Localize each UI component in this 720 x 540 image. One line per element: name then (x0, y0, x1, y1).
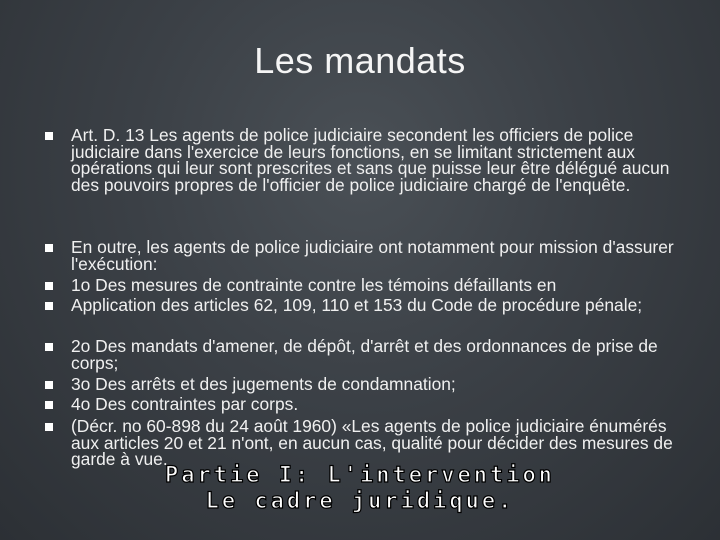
square-bullet-icon (45, 244, 53, 252)
section-banner-title: Partie I: L'intervention (165, 463, 555, 488)
list-item (44, 277, 694, 297)
square-bullet-icon (45, 423, 53, 431)
square-bullet-icon (45, 132, 53, 140)
slide-title: Les mandats (254, 40, 466, 81)
square-bullet-icon (45, 381, 53, 389)
list-item (44, 376, 694, 396)
section-banner-subtitle: Le cadre juridique. (205, 489, 515, 514)
bullet-text: 4o Des contraintes par corps. (71, 394, 299, 414)
bullet-list (44, 127, 694, 478)
bullet-text: 1o Des mesures de contrainte contre les témoins défaillants en (71, 275, 557, 295)
square-bullet-icon (45, 282, 53, 290)
list-item (44, 239, 694, 277)
bullet-text: 3o Des arrêts et des jugements de condamnation; (71, 374, 456, 394)
bullet-text: 2o Des mandats d'amener, de dépôt, d'arrêt et des ordonnances de prise de corps; (71, 336, 658, 373)
list-item (44, 297, 694, 338)
square-bullet-icon (45, 343, 53, 351)
square-bullet-icon (45, 302, 53, 310)
square-bullet-icon (45, 401, 53, 409)
bullet-text: Art. D. 13 Les agents de police judiciaire secondent les officiers de police judiciaire dans l'exercice de leurs fonctions, en se limitant strictement aux opérations qui leur sont prescrites et sans que puisse leur être délégué aucun des pouvoirs propres de l'officier de police judiciaire chargé de l'enquête. (71, 125, 670, 195)
bullet-text: (Décr. no 60-898 du 24 août 1960) «Les agents de police judiciaire énumérés aux articles 20 et 21 n'ont, en aucun cas, qualité pour décider des mesures de garde à vue. (71, 416, 673, 469)
list-item (44, 396, 694, 418)
list-item (44, 338, 694, 376)
bullet-text: Application des articles 62, 109, 110 et 153 du Code de procédure pénale; (71, 295, 643, 315)
list-item (44, 127, 694, 239)
bullet-text: En outre, les agents de police judiciaire ont notamment pour mission d'assurer l'exécution: (71, 237, 674, 274)
